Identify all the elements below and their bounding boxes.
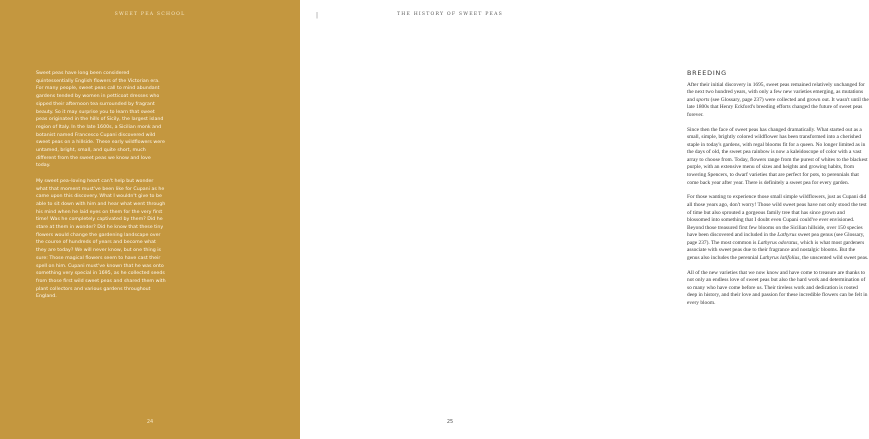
emphasis-lathyrus-latifolius: Lathyrus latifolius [759, 254, 800, 261]
right-paragraph-2: Since then the face of sweet peas has changed dramatically. What started out as a small, simple, brightly colored wildflower has been transformed into a cherished staple in today's gardens, with regal blooms fit for a queen. No longer limited as in the days of old, the sweet pea rainbow is now a kaleidoscope of color with a vast array to choose from. Today, flowers range from the purest of whites to the blackest purple, with an extensive menu of sizes and heights and growing habits, from towering Spencers, to dwarf varieties that are perfect for pots, to perennials that come back year after year. There is definitely a sweet pea for every garden. [687, 126, 868, 186]
page-number-left: 24 [146, 419, 154, 425]
section-heading: BREEDING [687, 69, 727, 77]
emphasis-lathyrus: Lathyrus [777, 232, 797, 239]
left-paragraph-1: Sweet peas have long been considered quintessentially English flowers of the Victorian era. For many people, sweet peas call to mind abundant gardens tended by women in petticoat dresses who sipped their afternoon tea surrounded by fragrant beauty. So it may surprise you to learn that sweet peas originated in the hills of Sicily, the largest island region of Italy. In the late 1600s, a Sicilian monk and botanist named Francesco Cupani discovered wild sweet peas on a hillside. These early wildflowers were untamed, bright, small, and quite short, much different from the sweet peas we know and love today. [36, 71, 165, 169]
right-paragraph-4: All of the new varieties that we now know and have come to treasure are thanks to not only an endless love of sweet peas but also the hard work and determination of so many who have come before us. Their tireless work and dedication is rooted deep in history, and their love and passion for these incredible flowers can be felt in every bloom. [687, 269, 868, 306]
right-body-text [687, 70, 869, 315]
page-number-right: 25 [446, 419, 454, 425]
page-marker: | [316, 12, 319, 19]
emphasis-lathyrus-odoratus: Lathyrus odoratus [757, 239, 798, 246]
emphasis-sports: sports [696, 96, 710, 103]
right-page [300, 0, 869, 439]
running-head-right: THE HISTORY OF SWEET PEAS [397, 12, 503, 17]
left-paragraph-2: My sweet pea–loving heart can't help but wonder what that moment must've been like for Cupani as he came upon this discovery. What I wouldn't give to be able to sit down with him and hear what went through his mind when he laid eyes on them for the very first time! Was he completely captivated by them? Did he stare at them in wonder? Did he know that these tiny flowers would change the gardening landscape over the course of hundreds of years and become what they are today? We will never know, but one thing is sure: Those magical flowers seem to have cast their spell on him. Cupani must've known that he was onto something very special in 1695, as he collected seeds from those first wild sweet peas and shared them with plant collectors and various gardens throughout England. [36, 178, 166, 300]
right-paragraph-1: After their initial discovery in 1695, sweet peas remained relatively unchanged for the next two hundred years, with only a few new varieties emerging, as mutations and sports (see Glossary, page 237) were collected and grown out. It wasn't until the late 1800s that Henry Eckford's breeding efforts changed the future of sweet peas forever. [687, 81, 869, 118]
running-head-left: SWEET PEA SCHOOL [114, 12, 186, 17]
right-paragraph-3: For those wanting to experience those small simple wildflowers, just as Cupani did all those years ago, don't worry! Those wild sweet peas have not only stood the test of time but also sprouted a gorgeous family tree that has since grown and blossomed into something that I doubt even Cupani could've ever envisioned. Beyond those treasured first few blooms on the Sicilian hillside, over 150 species have been discovered and included in the Lathyrus sweet pea genus (see Glossary, page 237). The most common is Lathyrus odoratus, which is what most gardeners associate with sweet peas due to their fragrance and nostalgic blooms. But the genus also includes the perennial Lathyrus latifolius, the unscented wild sweet peas. [687, 194, 869, 261]
left-page [0, 0, 300, 439]
left-body-text [36, 70, 166, 309]
